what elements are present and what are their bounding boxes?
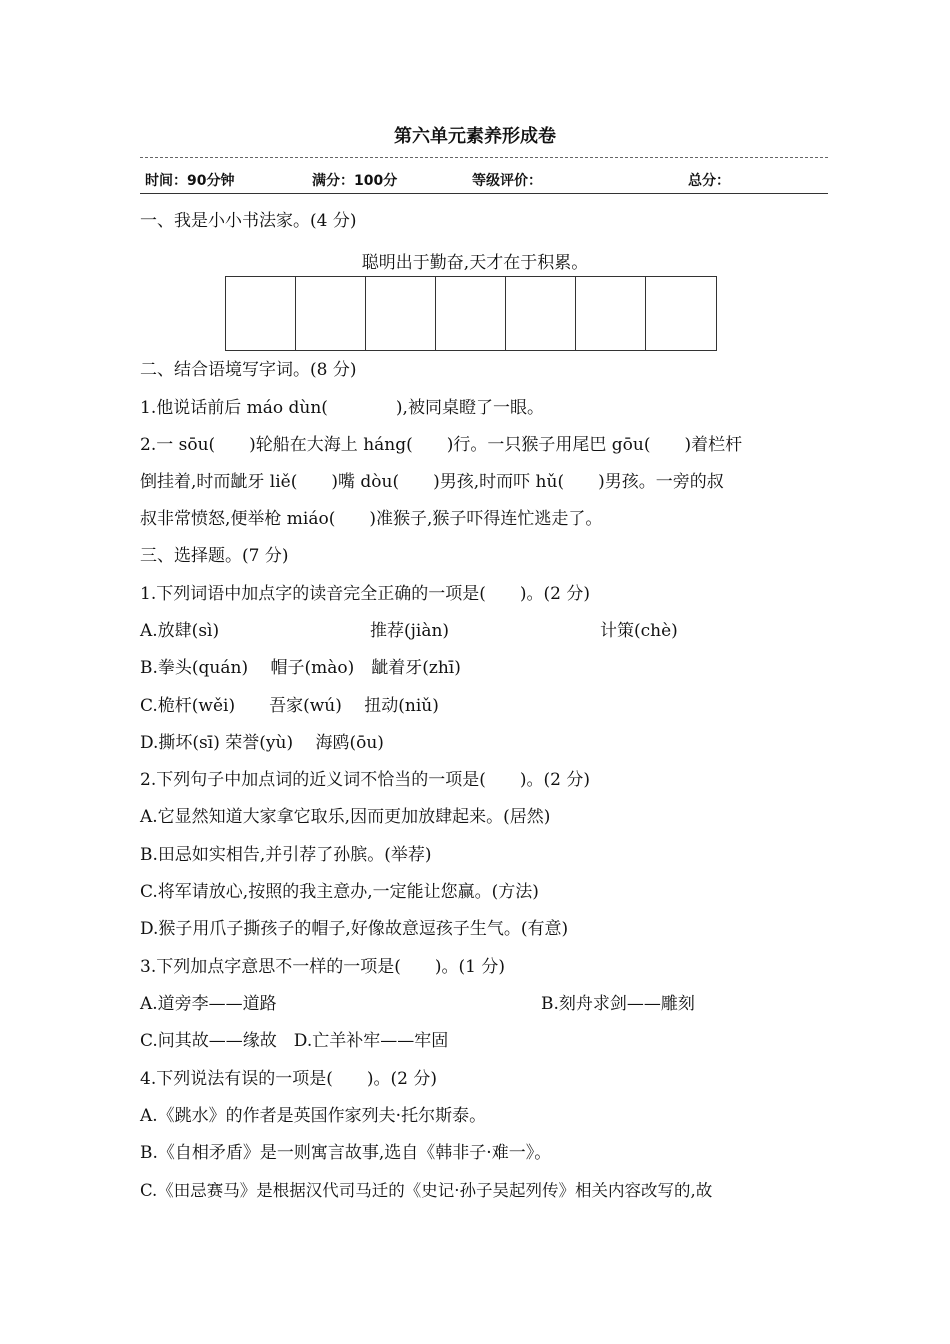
q2-option-a: A.它显然知道大家拿它取乐,因而更加放肆起来。(居然) — [140, 807, 551, 827]
section3-heading: 三、选择题。(7 分) — [140, 546, 289, 566]
q1-option-a-part1: A.放肆(sì) — [140, 621, 220, 641]
q3-option-a: A.道旁李——道路 — [140, 994, 277, 1014]
writing-cell[interactable] — [226, 277, 296, 350]
writing-cell[interactable] — [366, 277, 436, 350]
q3-option-c-d: C.问其故——缘故 D.亡羊补牢——牢固 — [140, 1031, 449, 1051]
page-title: 第六单元素养形成卷 — [394, 126, 556, 147]
section2-heading: 二、结合语境写字词。(8 分) — [140, 360, 357, 380]
q4-stem: 4.下列说法有误的一项是( )。(2 分) — [140, 1069, 437, 1089]
section2-question-2-line-3: 叔非常愤怒,便举枪 miáo( )准猴子,猴子吓得连忙逃走了。 — [140, 509, 603, 529]
q4-option-b: B.《自相矛盾》是一则寓言故事,选自《韩非子·难一》。 — [140, 1143, 552, 1163]
calligraphy-motto: 聪明出于勤奋,天才在于积累。 — [361, 253, 589, 273]
grade-info: 等级评价： — [472, 173, 542, 189]
q2-option-c: C.将军请放心,按照的我主意办,一定能让您赢。(方法) — [140, 882, 539, 902]
writing-cell[interactable] — [296, 277, 366, 350]
section2-question-1: 1.他说话前后 máo dùn( ),被同桌瞪了一眼。 — [140, 398, 544, 418]
total-info: 总分： — [688, 173, 730, 189]
q3-stem: 3.下列加点字意思不一样的一项是( )。(1 分) — [140, 957, 505, 977]
q4-option-c: C.《田忌赛马》是根据汉代司马迁的《史记·孙子吴起列传》相关内容改写的,故 — [140, 1181, 713, 1200]
q1-option-b: B.拳头(quán) 帽子(mào) 龇着牙(zhī) — [140, 658, 461, 678]
section1-heading: 一、我是小小书法家。(4 分) — [140, 211, 357, 231]
q1-option-d: D.撕坏(sī) 荣誉(yù) 海鸥(ōu) — [140, 733, 384, 753]
q2-option-b: B.田忌如实相告,并引荐了孙膑。(举荐) — [140, 845, 432, 865]
q1-stem: 1.下列词语中加点字的读音完全正确的一项是( )。(2 分) — [140, 584, 590, 604]
writing-grid — [225, 276, 717, 351]
header-dashed-divider — [140, 157, 828, 158]
writing-cell[interactable] — [436, 277, 506, 350]
writing-cell[interactable] — [576, 277, 646, 350]
section2-question-2-line-1: 2.一 sōu( )轮船在大海上 háng( )行。一只猴子用尾巴 gōu( )着栏杆 — [140, 435, 743, 455]
time-info: 时间：90分钟 — [145, 173, 235, 189]
q1-option-a-part3: 计策(chè) — [600, 621, 678, 641]
full-score-info: 满分：100分 — [312, 173, 398, 189]
q2-option-d: D.猴子用爪子撕孩子的帽子,好像故意逗孩子生气。(有意) — [140, 919, 569, 939]
q3-option-b: B.刻舟求剑——雕刻 — [541, 994, 695, 1014]
q4-option-a: A.《跳水》的作者是英国作家列夫·托尔斯泰。 — [140, 1106, 487, 1126]
writing-cell[interactable] — [506, 277, 576, 350]
header-solid-divider — [140, 193, 828, 194]
q2-stem: 2.下列句子中加点词的近义词不恰当的一项是( )。(2 分) — [140, 770, 590, 790]
q1-option-a-part2: 推荐(jiàn) — [370, 621, 450, 641]
writing-cell[interactable] — [646, 277, 716, 350]
q1-option-c: C.桅杆(wěi) 吾家(wú) 扭动(niǔ) — [140, 696, 439, 716]
section2-question-2-line-2: 倒挂着,时而龇牙 liě( )嘴 dòu( )男孩,时而吓 hǔ( )男孩。一旁的叔 — [140, 472, 724, 492]
